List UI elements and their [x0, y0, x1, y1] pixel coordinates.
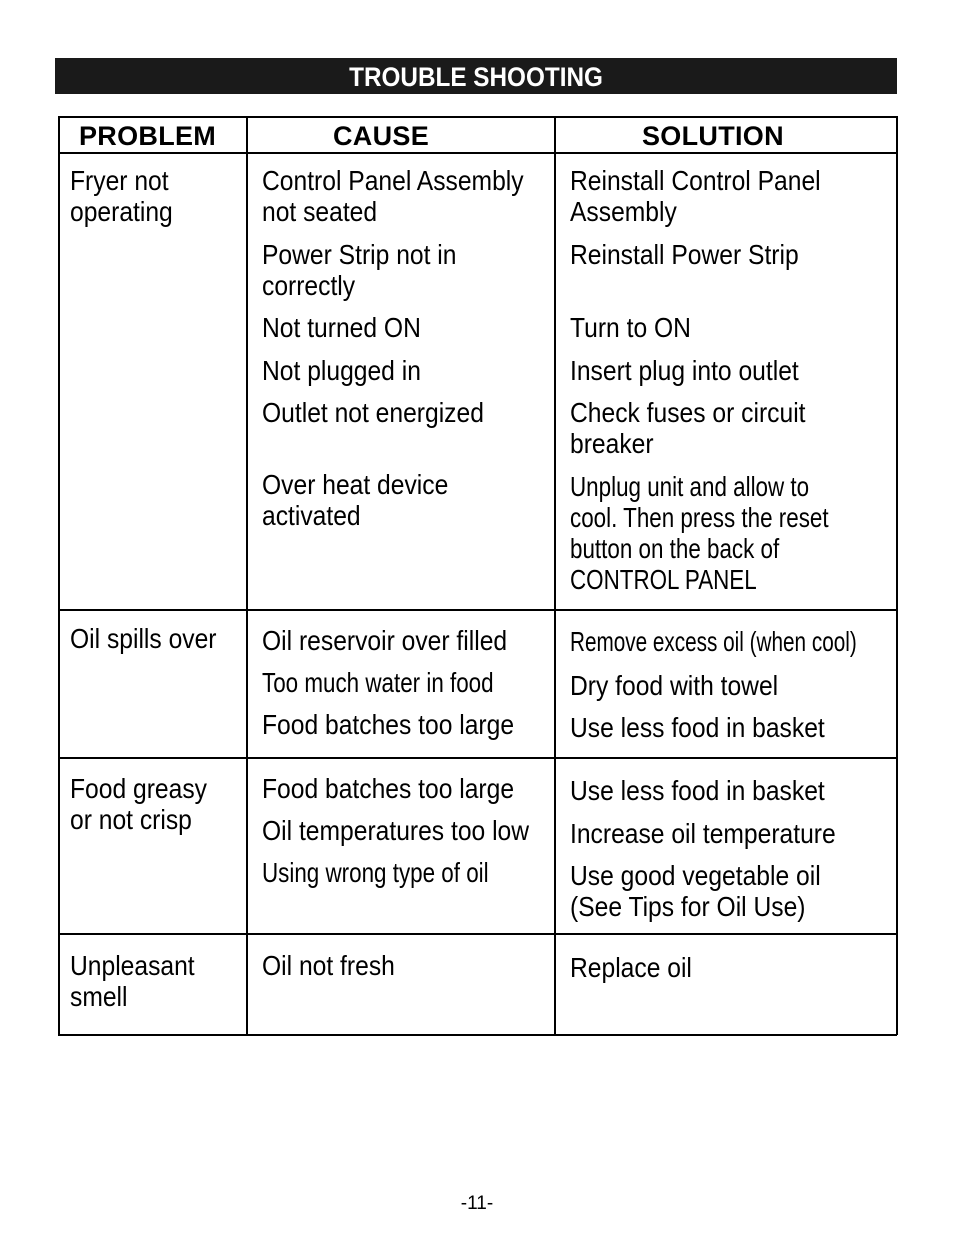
cause-cell: Power Strip not in correctly — [262, 239, 457, 301]
cause-cell: Not plugged in — [262, 355, 421, 386]
solution-cell: Use less food in basket — [570, 775, 825, 806]
section-title: TROUBLE SHOOTING — [349, 62, 603, 92]
right-border — [896, 116, 898, 1035]
solution-cell: Reinstall Power Strip — [570, 239, 799, 270]
solution-cell: Reinstall Control Panel Assembly — [570, 165, 821, 227]
problem-cell: Food greasy or not crisp — [70, 773, 207, 835]
header-solution: SOLUTION — [642, 121, 784, 151]
solution-cell: Dry food with towel — [570, 670, 779, 701]
solution-cell: Use good vegetable oil (See Tips for Oil Use) — [570, 860, 821, 922]
row-divider-1 — [58, 609, 897, 611]
solution-cell: Replace oil — [570, 952, 692, 983]
solution-cell: Turn to ON — [570, 312, 691, 343]
solution-cell: Check fuses or circuit breaker — [570, 397, 806, 459]
header-cause: CAUSE — [333, 121, 430, 151]
col-divider-1 — [246, 116, 248, 1035]
row-divider-3 — [58, 933, 897, 935]
cause-cell: Not turned ON — [262, 312, 421, 343]
section-title-banner — [55, 58, 897, 94]
cause-cell: Food batches too large — [262, 709, 515, 740]
solution-cell: Insert plug into outlet — [570, 355, 799, 386]
header-problem: PROBLEM — [79, 121, 217, 151]
solution-cell: Increase oil temperature — [570, 818, 836, 849]
left-border — [58, 116, 60, 1035]
problem-cell — [70, 165, 187, 227]
cause-cell: Outlet not energized — [262, 397, 484, 428]
page-number: -11- — [460, 1193, 494, 1214]
problem-text: Fryer not operating — [70, 165, 173, 227]
problem-cell: Oil spills over — [70, 623, 217, 654]
row-divider-2 — [58, 757, 897, 759]
cause-cell: Too much water in food — [262, 667, 494, 698]
solution-cell: Unplug unit and allow to cool. Then press the reset button on the back of CONTROL PANEL — [570, 471, 829, 595]
cause-cell: Control Panel Assembly not seated — [262, 165, 524, 227]
table-bottom-border — [58, 1034, 897, 1036]
cause-cell: Using wrong type of oil — [262, 857, 489, 888]
cause-cell: Oil not fresh — [262, 950, 395, 981]
cause-cell: Oil temperatures too low — [262, 815, 530, 846]
cause-cell: Over heat device activated — [262, 469, 449, 531]
header-underline — [58, 152, 897, 154]
solution-cell: Use less food in basket — [570, 712, 825, 743]
table-top-border — [58, 116, 897, 118]
problem-cell: Unpleasant smell — [70, 950, 195, 1012]
col-divider-2 — [554, 116, 556, 1035]
cause-cell: Food batches too large — [262, 773, 515, 804]
solution-cell: Remove excess oil (when cool) — [570, 626, 857, 657]
cause-cell: Oil reservoir over filled — [262, 625, 508, 656]
